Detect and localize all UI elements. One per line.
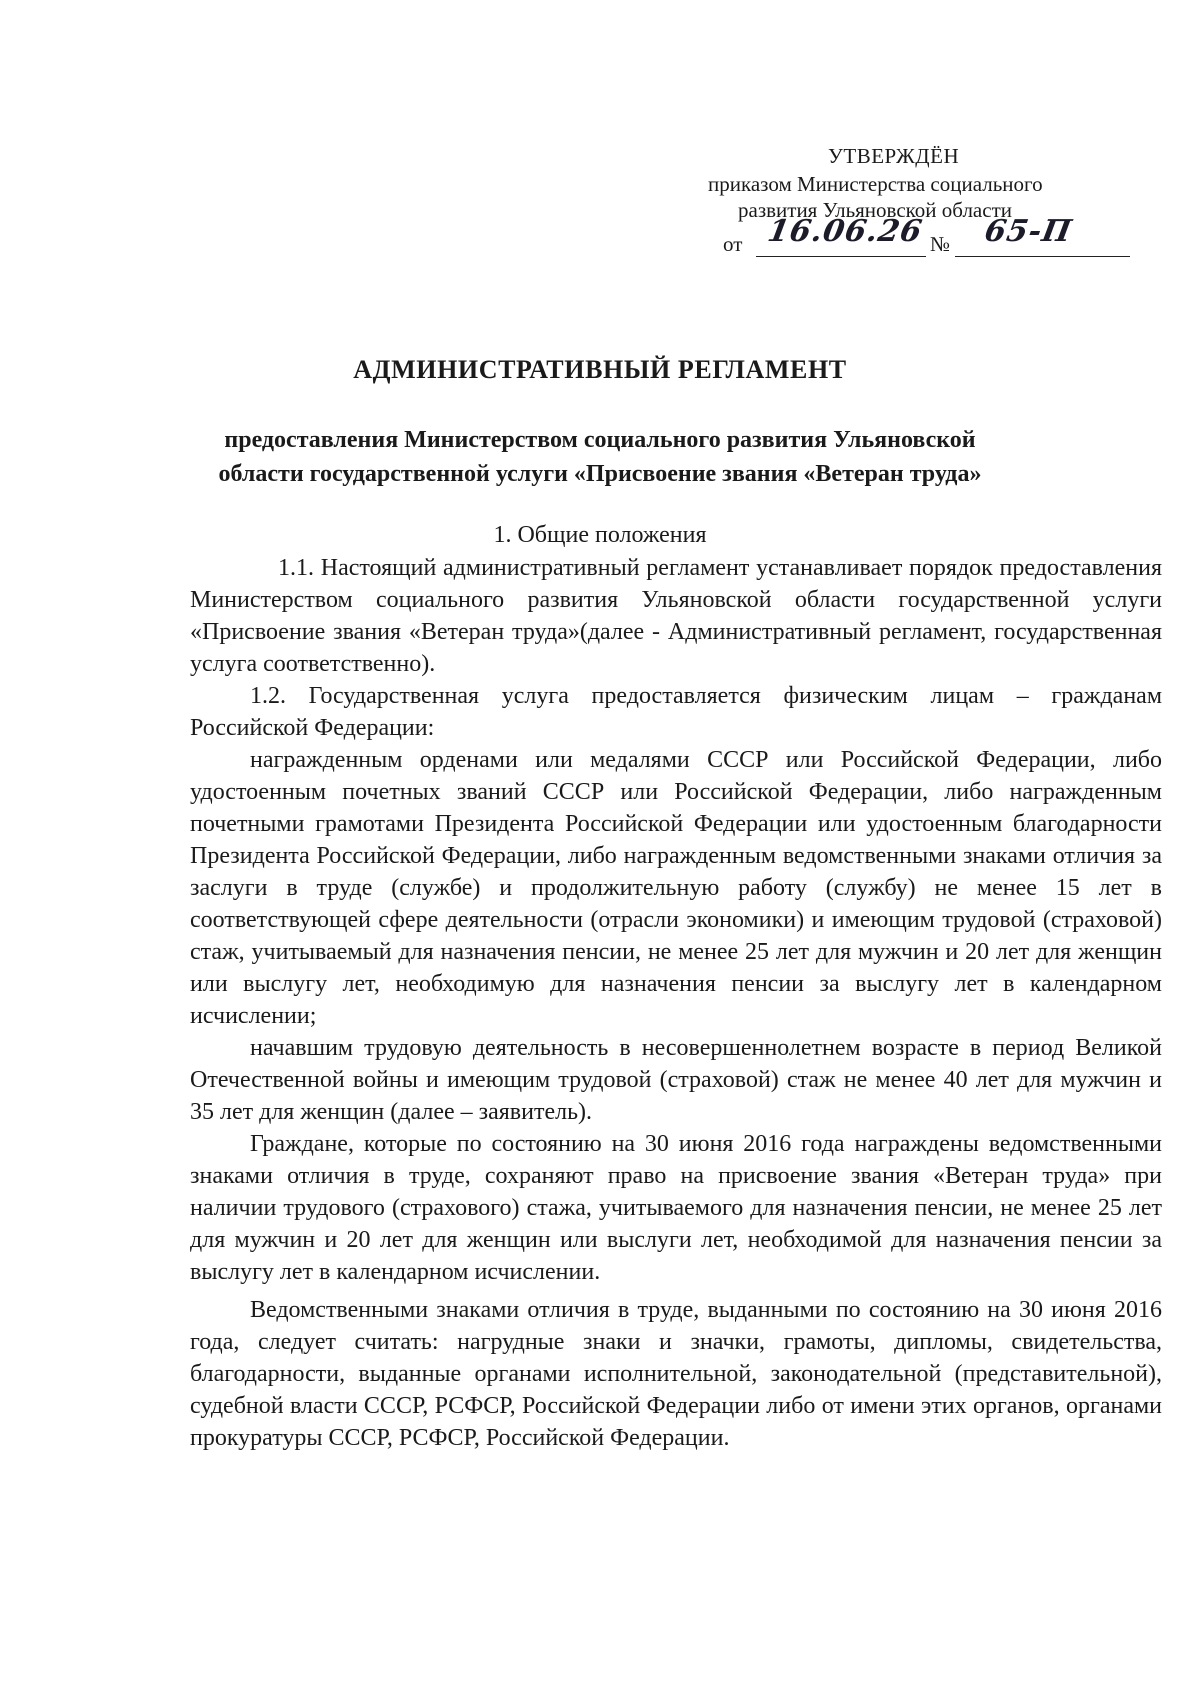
subtitle-line-2: области государственной услуги «Присвоение звания «Ветеран труда» (218, 461, 982, 487)
paragraph-1-1: 1.1. Настоящий административный регламент устанавливает порядок предоставления Министерством социального развития Ульяновской области государственной услуги «Присвоение звания «Ветеран труда»(далее - Административный регламент, государственная услуга соответственно). (190, 555, 1162, 677)
approval-ministry-line: развития Ульяновской области (738, 198, 1012, 222)
document-title: АДМИНИСТРАТИВНЫЙ РЕГЛАМЕНТ (353, 355, 847, 384)
date-prefix: от (723, 232, 743, 256)
paragraph-1-2: 1.2. Государственная услуга предоставляется физическим лицам – гражданам Российской Федерации: (190, 683, 1162, 741)
paragraph-citizens-2016: Граждане, которые по состоянию на 30 июня 2016 года награждены ведомственными знаками отличия в труде, сохраняют право на присвоение звания «Ветеран труда» при наличии трудового (страхового) стажа, учитываемого для назначения пенсии, не менее 25 лет для мужчин и 20 лет для женщин или выслуги лет, необходимой для назначения пенсии за выслугу лет в календарном исчислении. (190, 1131, 1162, 1285)
subtitle-line-1: предоставления Министерством социального развития Ульяновской (224, 427, 976, 453)
paragraph-departmental-insignia: Ведомственными знаками отличия в труде, выданными по состоянию на 30 июня 2016 года, следует считать: нагрудные знаки и значки, грамоты, дипломы, свидетельства, благодарности, выданные органами исполнительной, законодательной (представительной), судебной власти СССР, РСФСР, Российской Федерации либо от имени этих органов, органами прокуратуры СССР, РСФСР, Российской Федерации. (190, 1297, 1162, 1451)
number-field (955, 214, 1130, 257)
approval-order-line: приказом Министерства социального (708, 172, 1043, 196)
body-text (190, 552, 1162, 1454)
section-heading: 1. Общие положения (493, 522, 707, 548)
paragraph-awarded: награжденным орденами или медалями СССР или Российской Федерации, либо удостоенным почетных званий СССР или Российской Федерации, либо награжденным почетными грамотами Президента Российской Федерации или удостоенным благодарности Президента Российской Федерации, либо награжденным ведомственными знаками отличия за заслуги в труде (службе) и продолжительную работу (службу) не менее 15 лет в соответствующей сфере деятельности (отрасли экономики) и имеющим трудовой (страховой) стаж, учитываемый для назначения пенсии, не менее 25 лет для мужчин и 20 лет для женщин или выслугу лет, необходимую для назначения пенсии за выслугу лет в календарном исчислении; (190, 747, 1162, 1029)
handwritten-date: 16.06.26 (765, 214, 926, 249)
approval-date-number-line (723, 214, 1133, 260)
number-sign: № (930, 232, 951, 256)
handwritten-number: 65-П (982, 214, 1075, 249)
date-field (756, 214, 926, 257)
paragraph-wartime-workers: начавшим трудовую деятельность в несовершеннолетнем возрасте в период Великой Отечественной войны и имеющим трудовой (страховой) стаж не менее 40 лет для мужчин и 35 лет для женщин (далее – заявитель). (190, 1035, 1162, 1125)
document-subtitle (150, 423, 1050, 491)
approval-title: УТВЕРЖДЁН (828, 144, 960, 168)
